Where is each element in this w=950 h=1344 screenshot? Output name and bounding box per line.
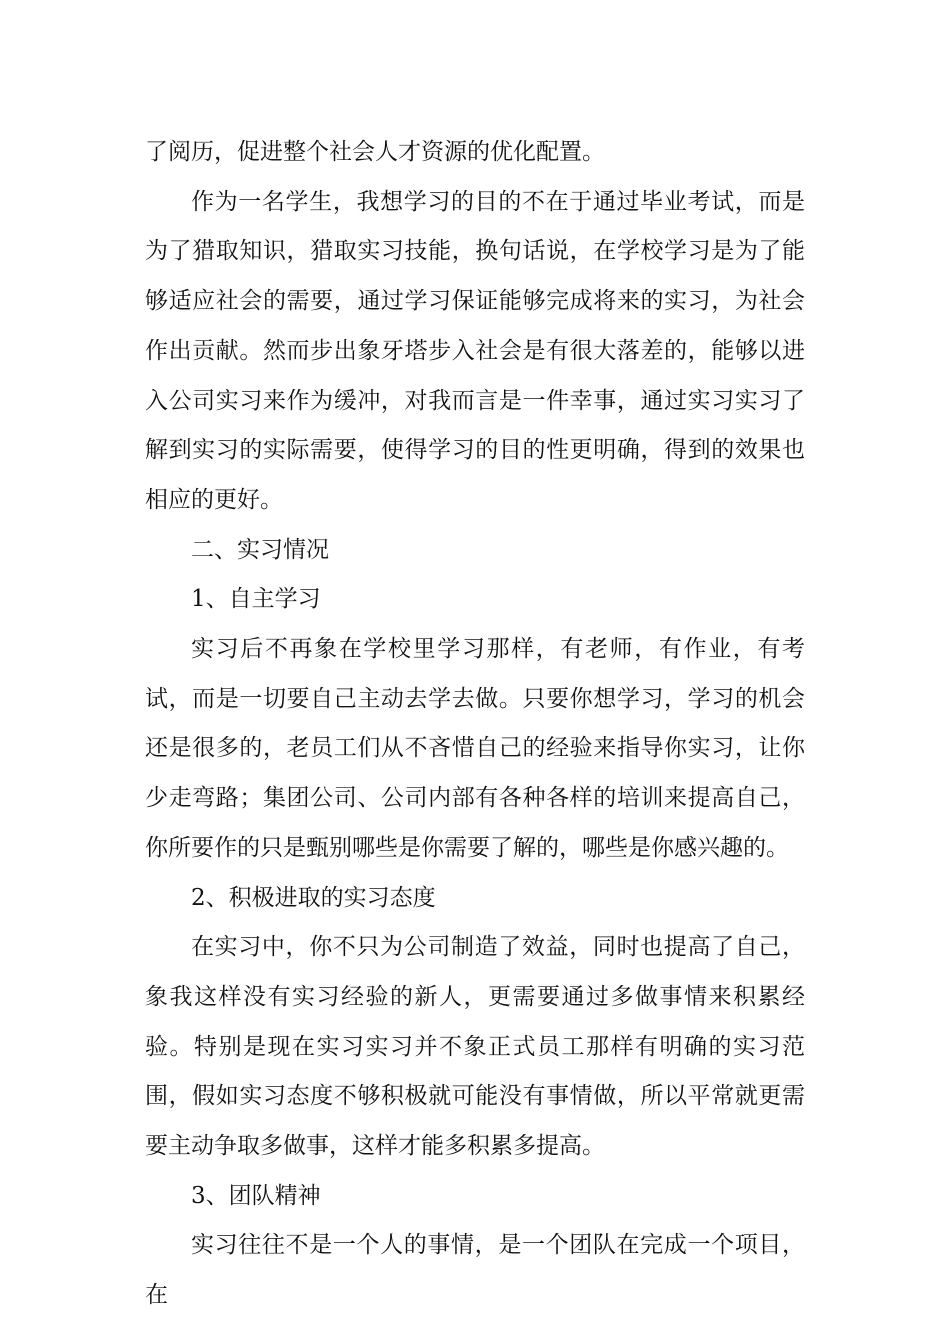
subheading-teamwork: 3、团队精神 xyxy=(191,1182,321,1209)
paragraph-attitude: 在实习中，你不只为公司制造了效益，同时也提高了自己，象我这样没有实习经验的新人，更需要通过多做事情来积累经验。特别是现在实习实习并不象正式员工那样有明确的实习范围，假如实习态度不够积极就可能没有事情做，所以平常就更需要主动争取多做事，这样才能多积累多提高。 xyxy=(145,934,805,1160)
subheading-attitude: 2、积极进取的实习态度 xyxy=(191,884,436,911)
section-heading-internship: 二、实习情况 xyxy=(191,536,329,563)
paragraph-continued: 了阅历，促进整个社会人才资源的优化配置。 xyxy=(145,139,605,165)
paragraph-self-study: 实习后不再象在学校里学习那样，有老师，有作业，有考试，而是一切要自己主动去学去做。只要你想学习，学习的机会还是很多的，老员工们从不吝惜自己的经验来指导你实习，让你少走弯路；集团公司、公司内部有各种各样的培训来提高自己，你所要作的只是甄别哪些是你需要了解的，哪些是你感兴趣的。 xyxy=(145,636,805,861)
paragraph-teamwork: 实习往往不是一个人的事情，是一个团队在完成一个项目，在 xyxy=(145,1232,805,1309)
paragraph-purpose: 作为一名学生，我想学习的目的不在于通过毕业考试，而是为了猎取知识，猎取实习技能，换句话说，在学校学习是为了能够适应社会的需要，通过学习保证能够完成将来的实习，为社会作出贡献。然而步出象牙塔步入社会是有很大落差的，能够以进入公司实习来作为缓冲，对我而言是一件幸事，通过实习实习了解到实习的实际需要，使得学习的目的性更明确，得到的效果也相应的更好。 xyxy=(145,188,805,513)
subheading-self-study: 1、自主学习 xyxy=(191,586,321,613)
document-body xyxy=(145,128,805,1321)
